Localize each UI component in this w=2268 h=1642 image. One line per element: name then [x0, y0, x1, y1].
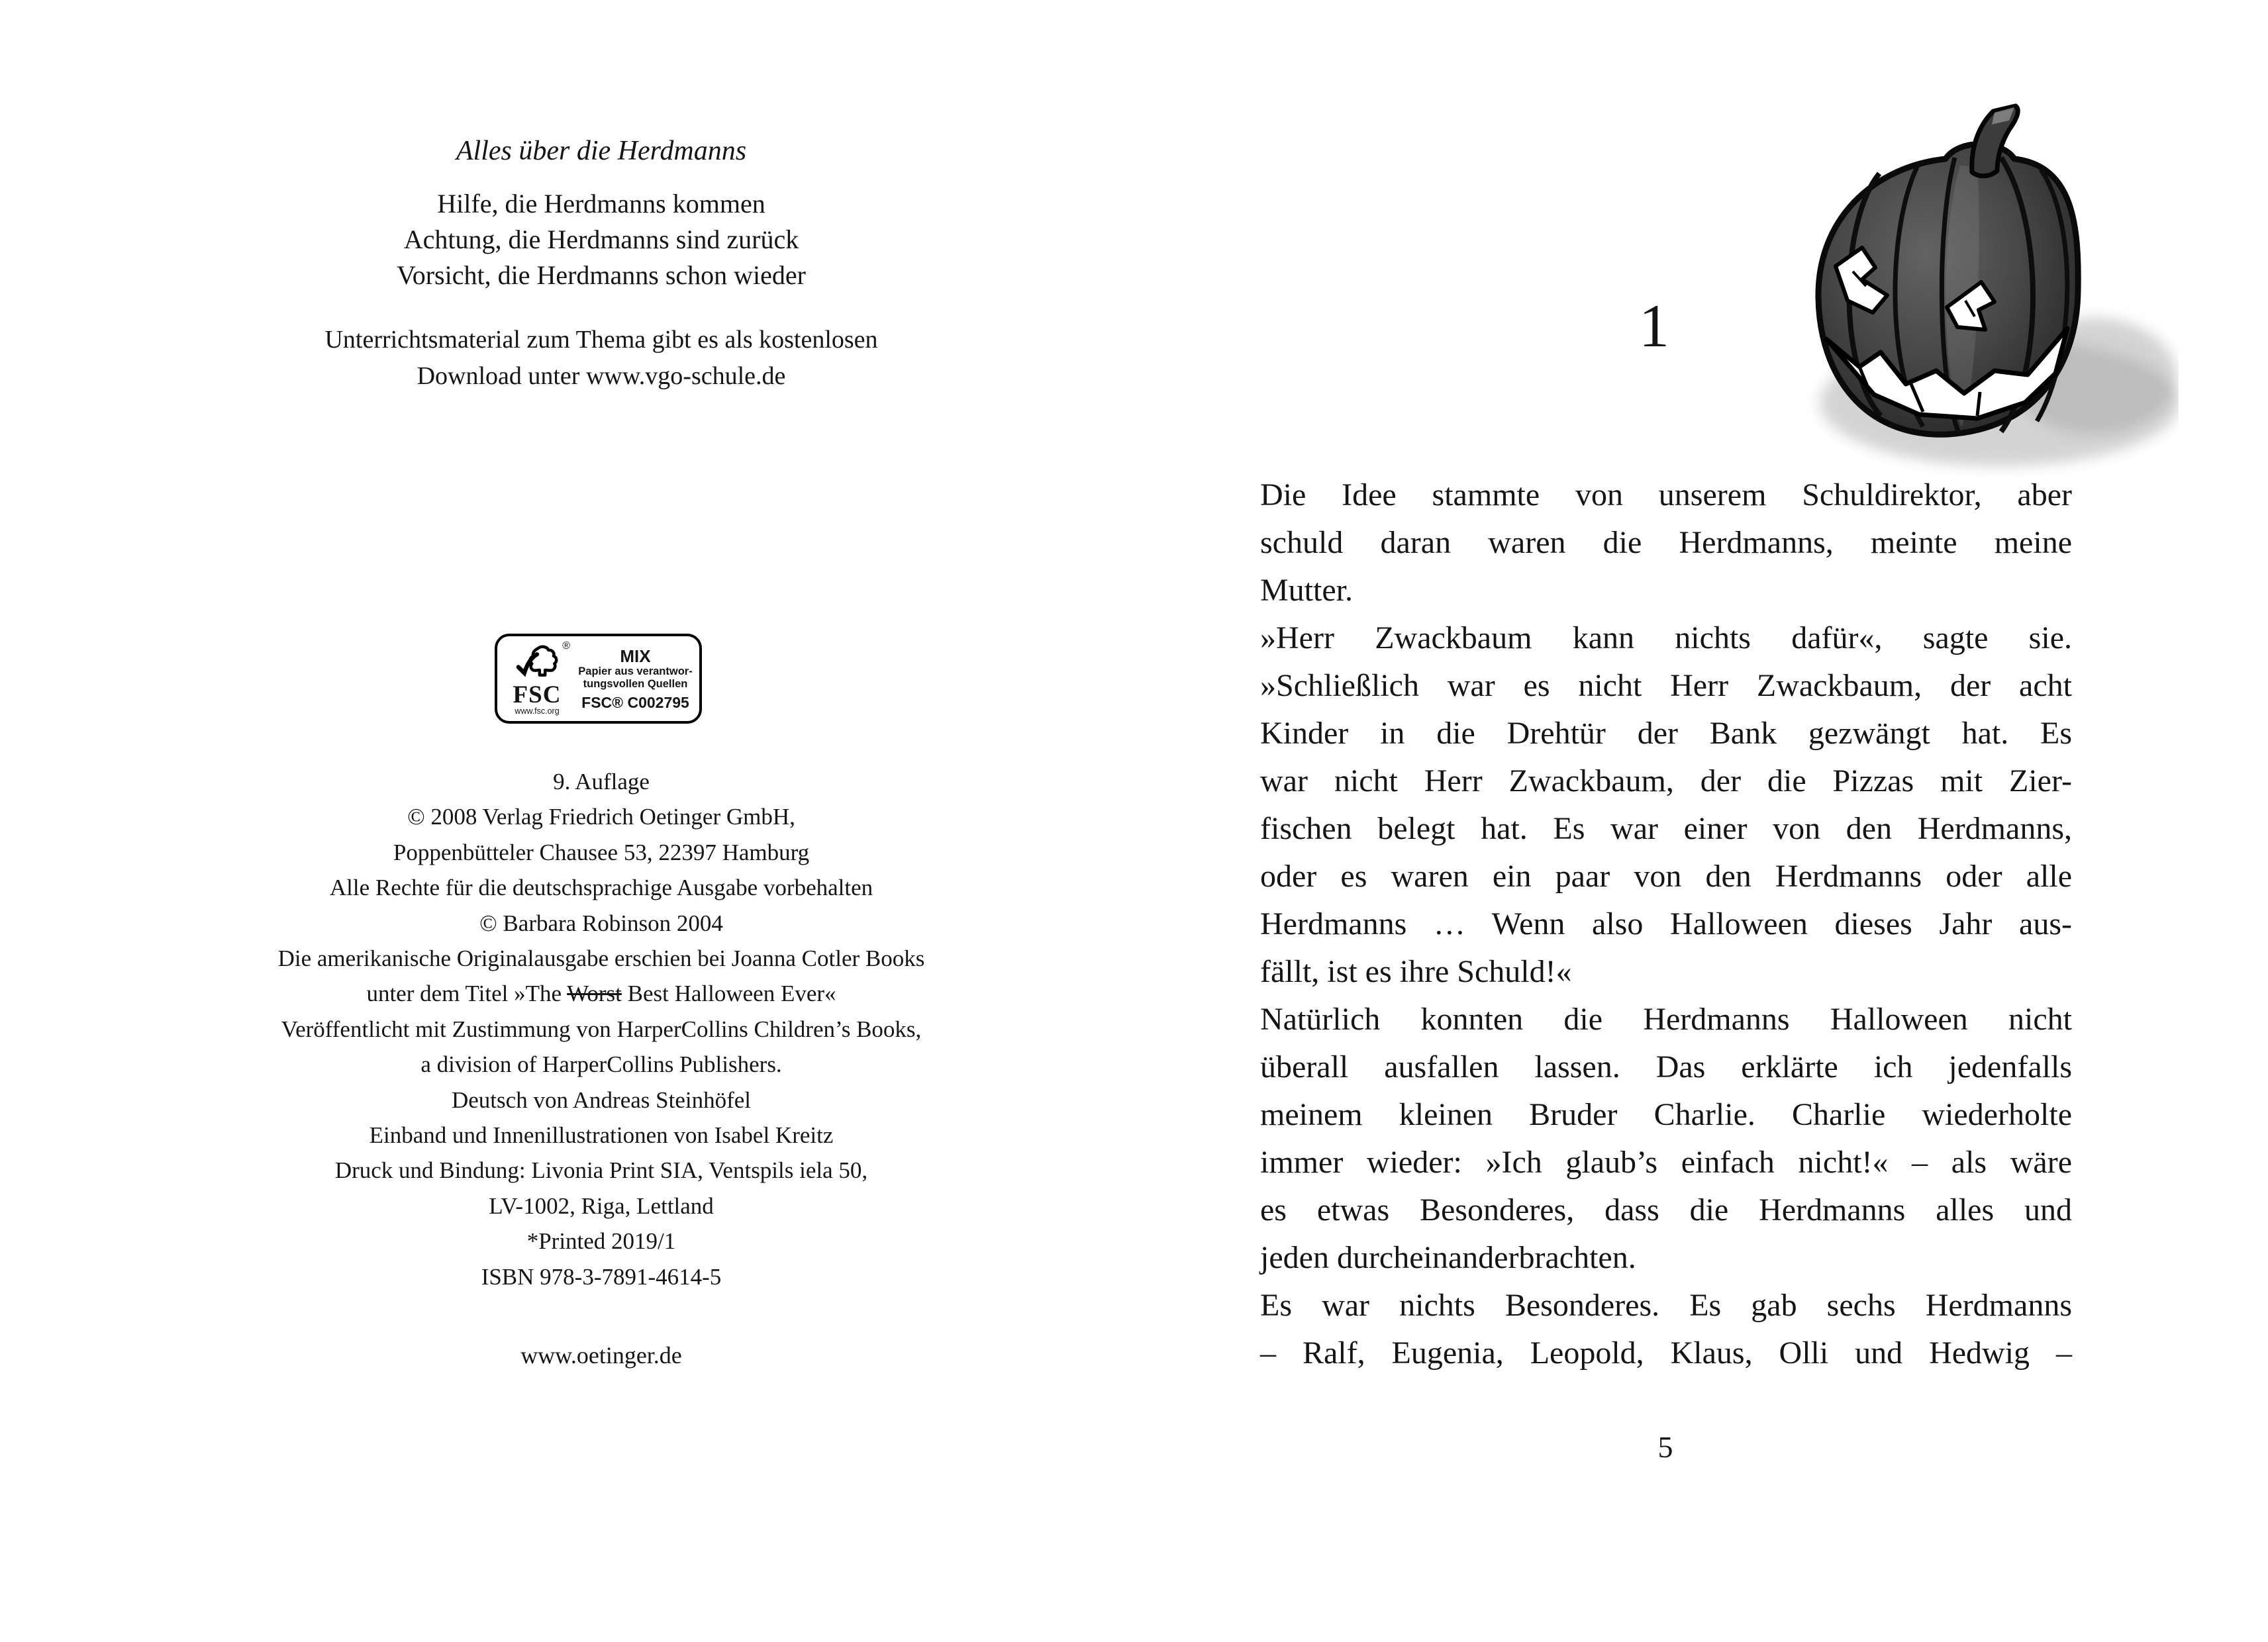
- fsc-label-left-column: [497, 636, 577, 721]
- imprint-line: Alle Rechte für die deutschsprachige Ausgabe vorbehalten: [329, 875, 873, 901]
- imprint-line: Poppenbütteler Chausee 53, 22397 Hamburg: [393, 839, 810, 865]
- imprint-line: Druck und Bindung: Livonia Print SIA, Ventspils iela 50,: [334, 1157, 868, 1184]
- body-line: Natürlich konnten die Herdmanns Halloween nicht: [1260, 1002, 2072, 1037]
- imprint-line: ISBN 978-3-7891-4614-5: [481, 1263, 722, 1290]
- publisher-website: www.oetinger.de: [520, 1342, 682, 1369]
- fsc-claim-line: Papier aus verantwor-: [578, 665, 693, 677]
- imprint-line: LV-1002, Riga, Lettland: [489, 1192, 714, 1219]
- imprint-line: © 2008 Verlag Friedrich Oetinger GmbH,: [407, 804, 795, 830]
- imprint-line: Veröffentlicht mit Zustimmung von HarperCollins Children’s Books,: [281, 1016, 922, 1042]
- fsc-tree-check-icon: [516, 645, 558, 683]
- body-line: es etwas Besonderes, dass die Herdmanns alles und: [1260, 1192, 2072, 1228]
- registered-trademark-symbol: ®: [562, 640, 570, 652]
- body-line: »Schließlich war es nicht Herr Zwackbaum, der acht: [1260, 668, 2072, 703]
- fsc-claim-line: tungsvollen Quellen: [583, 677, 688, 690]
- series-book-title: Hilfe, die Herdmanns kommen: [437, 189, 765, 218]
- imprint-line: a division of HarperCollins Publishers.: [420, 1051, 782, 1078]
- imprint-line: Einband und Innenillustrationen von Isabel Kreitz: [369, 1122, 834, 1149]
- fsc-grade: MIX: [620, 646, 651, 666]
- body-line: meinem kleinen Bruder Charlie. Charlie wiederholte: [1260, 1097, 2072, 1132]
- teaching-material-note: [204, 322, 999, 395]
- fsc-label-right-column: [577, 636, 699, 721]
- body-line: »Herr Zwackbaum kann nichts dafür«, sagte sie.: [1260, 620, 2072, 655]
- imprint-line: Die amerikanische Originalausgabe erschien bei Joanna Cotler Books: [277, 945, 925, 972]
- teaching-note-line: Unterrichtsmaterial zum Thema gibt es als kostenlosen: [324, 326, 878, 354]
- series-title: Alles über die Herdmanns: [456, 136, 747, 166]
- body-line: Herdmanns … Wenn also Halloween dieses Jahr aus-: [1260, 906, 2072, 942]
- body-line: Es war nichts Besonderes. Es gab sechs Herdmanns: [1260, 1288, 2072, 1323]
- imprint-line: unter dem Titel »The Worst Best Halloween Ever«: [366, 981, 836, 1007]
- imprint-line: *Printed 2019/1: [526, 1228, 676, 1255]
- fsc-claim: [578, 665, 692, 691]
- jack-o-lantern-illustration: [1781, 93, 2179, 477]
- body-line: fällt, ist es ihre Schuld!«: [1260, 954, 1572, 989]
- chapter-number: 1: [1639, 292, 1669, 360]
- body-line: Die Idee stammte von unserem Schuldirektor, aber: [1260, 477, 2072, 512]
- teaching-note-line: Download unter www.vgo-schule.de: [417, 362, 786, 390]
- imprint-line: Deutsch von Andreas Steinhöfel: [452, 1087, 751, 1113]
- body-line: – Ralf, Eugenia, Leopold, Klaus, Olli und Hedwig –: [1260, 1335, 2072, 1371]
- imprint-line: © Barbara Robinson 2004: [479, 910, 723, 936]
- body-line: war nicht Herr Zwackbaum, der die Pizzas mit Zier-: [1260, 763, 2072, 798]
- body-line: oder es waren ein paar von den Herdmanns oder alle: [1260, 859, 2072, 894]
- fsc-url: www.fsc.org: [515, 706, 560, 716]
- chapter-body-text: [1260, 471, 2072, 1377]
- body-line: schuld daran waren die Herdmanns, meinte meine: [1260, 525, 2072, 560]
- series-book-list: [204, 186, 999, 293]
- series-book-title: Achtung, die Herdmanns sind zurück: [403, 224, 799, 254]
- body-line: fischen belegt hat. Es war einer von den Herdmanns,: [1260, 811, 2072, 846]
- body-line: überall ausfallen lassen. Das erklärte ich jedenfalls: [1260, 1049, 2072, 1085]
- body-line: jeden durcheinanderbrachten.: [1260, 1240, 1636, 1275]
- body-line: Mutter.: [1260, 573, 1353, 608]
- page-number: 5: [1657, 1430, 1673, 1464]
- body-line: Kinder in die Drehtür der Bank gezwängt hat. Es: [1260, 716, 2072, 751]
- series-book-title: Vorsicht, die Herdmanns schon wieder: [396, 260, 806, 290]
- fsc-wordmark: FSC: [513, 681, 562, 708]
- fsc-certification-label: [495, 634, 702, 724]
- body-line: immer wieder: »Ich glaub’s einfach nicht!« – als wäre: [1260, 1145, 2072, 1180]
- struck-word: Worst: [567, 981, 622, 1007]
- fsc-license-code: FSC® C002795: [581, 693, 689, 711]
- imprint-line: 9. Auflage: [553, 769, 650, 795]
- imprint-block: [171, 764, 1032, 1294]
